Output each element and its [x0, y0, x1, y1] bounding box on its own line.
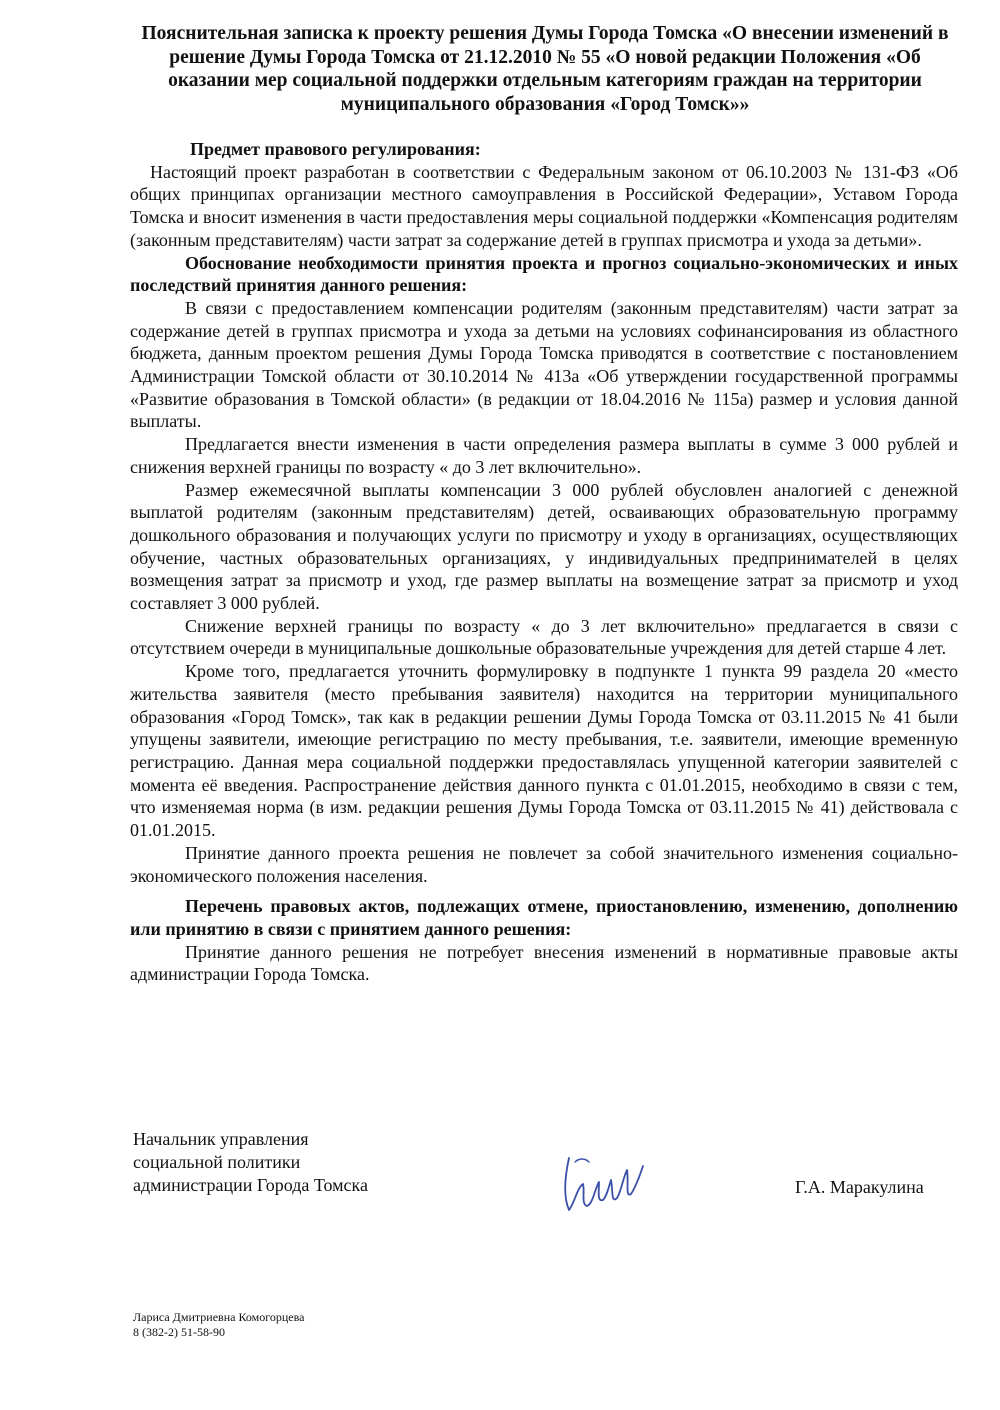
executor-contact: [133, 1310, 304, 1340]
position-line-2: социальной политики: [133, 1152, 301, 1172]
acts-heading: Перечень правовых актов, подлежащих отмене, приостановлению, изменению, дополнению или принятию в связи с принятием данного решения:: [130, 896, 958, 939]
rationale-paragraph-3: Размер ежемесячной выплаты компенсации 3 000 рублей обусловлен аналогией с денежной выплатой родителям (законным представителям) детей, осваивающих образовательную программу дошкольного образования и получающих услуги по присмотру и уходу в организациях, осуществляющих обучение, частных образовательных организациях, у индивидуальных предпринимателей в целях возмещения затрат за присмотр и уход, где размер выплаты на возмещение затрат за присмотр и уход составляет 3 000 рублей.: [130, 479, 958, 614]
executor-phone: 8 (382-2) 51-58-90: [133, 1325, 225, 1339]
position-line-1: Начальник управления: [133, 1129, 309, 1149]
document-body: [130, 138, 958, 986]
position-line-3: администрации Города Томска: [133, 1175, 368, 1195]
subject-paragraph: Настоящий проект разработан в соответствии с Федеральным законом от 06.10.2003 № 131-ФЗ «Об общих принципах организации местного самоуправления в Российской Федерации», Уставом Города Томска и вносит изменения в части предоставления меры социальной поддержки «Компенсация родителям (законным представителям) части затрат за содержание детей в группах присмотра и ухода за детьми».: [130, 161, 958, 250]
executor-name: Лариса Дмитриевна Комогорцева: [133, 1310, 305, 1324]
rationale-paragraph-4: Снижение верхней границы по возрасту « до 3 лет включительно» предлагается в связи с отсутствием очереди в муниципальные дошкольные образовательные учреждения для детей старше 4 лет.: [130, 615, 958, 659]
rationale-heading: Обоснование необходимости принятия проекта и прогноз социально-экономических и иных последствий принятия данного решения:: [130, 252, 958, 296]
acts-paragraph: Принятие данного решения не потребует внесения изменений в нормативные правовые акты администрации Города Томска.: [130, 941, 958, 985]
signatory-name: Г.А. Маракулина: [795, 1177, 924, 1197]
rationale-paragraph-5: Кроме того, предлагается уточнить формулировку в подпункте 1 пункта 99 раздела 20 «место жительства заявителя (место пребывания заявителя) находится на территории муниципального образования «Город Томск», так как в редакции решении Думы Города Томска от 03.11.2015 № 41 были упущены заявители, имеющие регистрацию по месту пребывания, т.е. заявители, имеющие временную регистрацию. Данная мера социальной поддержки предоставлялась упущенной категории заявителей с момента её введения. Распространение действия данного пункта с 01.01.2015, необходимо в связи с тем, что изменяемая норма (в изм. редакции решения Думы Города Томска от 03.11.2015 № 41) действовала с 01.01.2015.: [130, 661, 958, 841]
subject-heading: Предмет правового регулирования:: [190, 139, 481, 159]
signatory-position: [133, 1128, 533, 1197]
handwritten-signature-icon: [555, 1148, 655, 1218]
rationale-paragraph-6: Принятие данного проекта решения не повлечет за собой значительного изменения социально-экономического положения населения.: [130, 842, 958, 886]
document-title: Пояснительная записка к проекту решения Думы Города Томска «О внесении изменений в решение Думы Города Томска от 21.12.2010 № 55 «О новой редакции Положения «Об оказании мер социальной поддержки отдельным категориям граждан на территории муниципального образования «Город Томск»»: [141, 23, 949, 115]
rationale-paragraph-2: Предлагается внести изменения в части определения размера выплаты в сумме 3 000 рублей и снижения верхней границы по возрасту « до 3 лет включительно».: [130, 434, 958, 477]
rationale-paragraph-1: В связи с предоставлением компенсации родителям (законным представителям) части затрат за содержание детей в группах присмотра и ухода за детьми на условиях софинансирования из областного бюджета, данным проектом решения Думы Города Томска приводятся в соответствие с постановлением Администрации Томской области от 30.10.2014 № 413а «Об утверждении государственной программы «Развитие образования в Томской области» (в редакции от 18.04.2016 № 115а) размер и условия данной выплаты.: [130, 297, 958, 432]
